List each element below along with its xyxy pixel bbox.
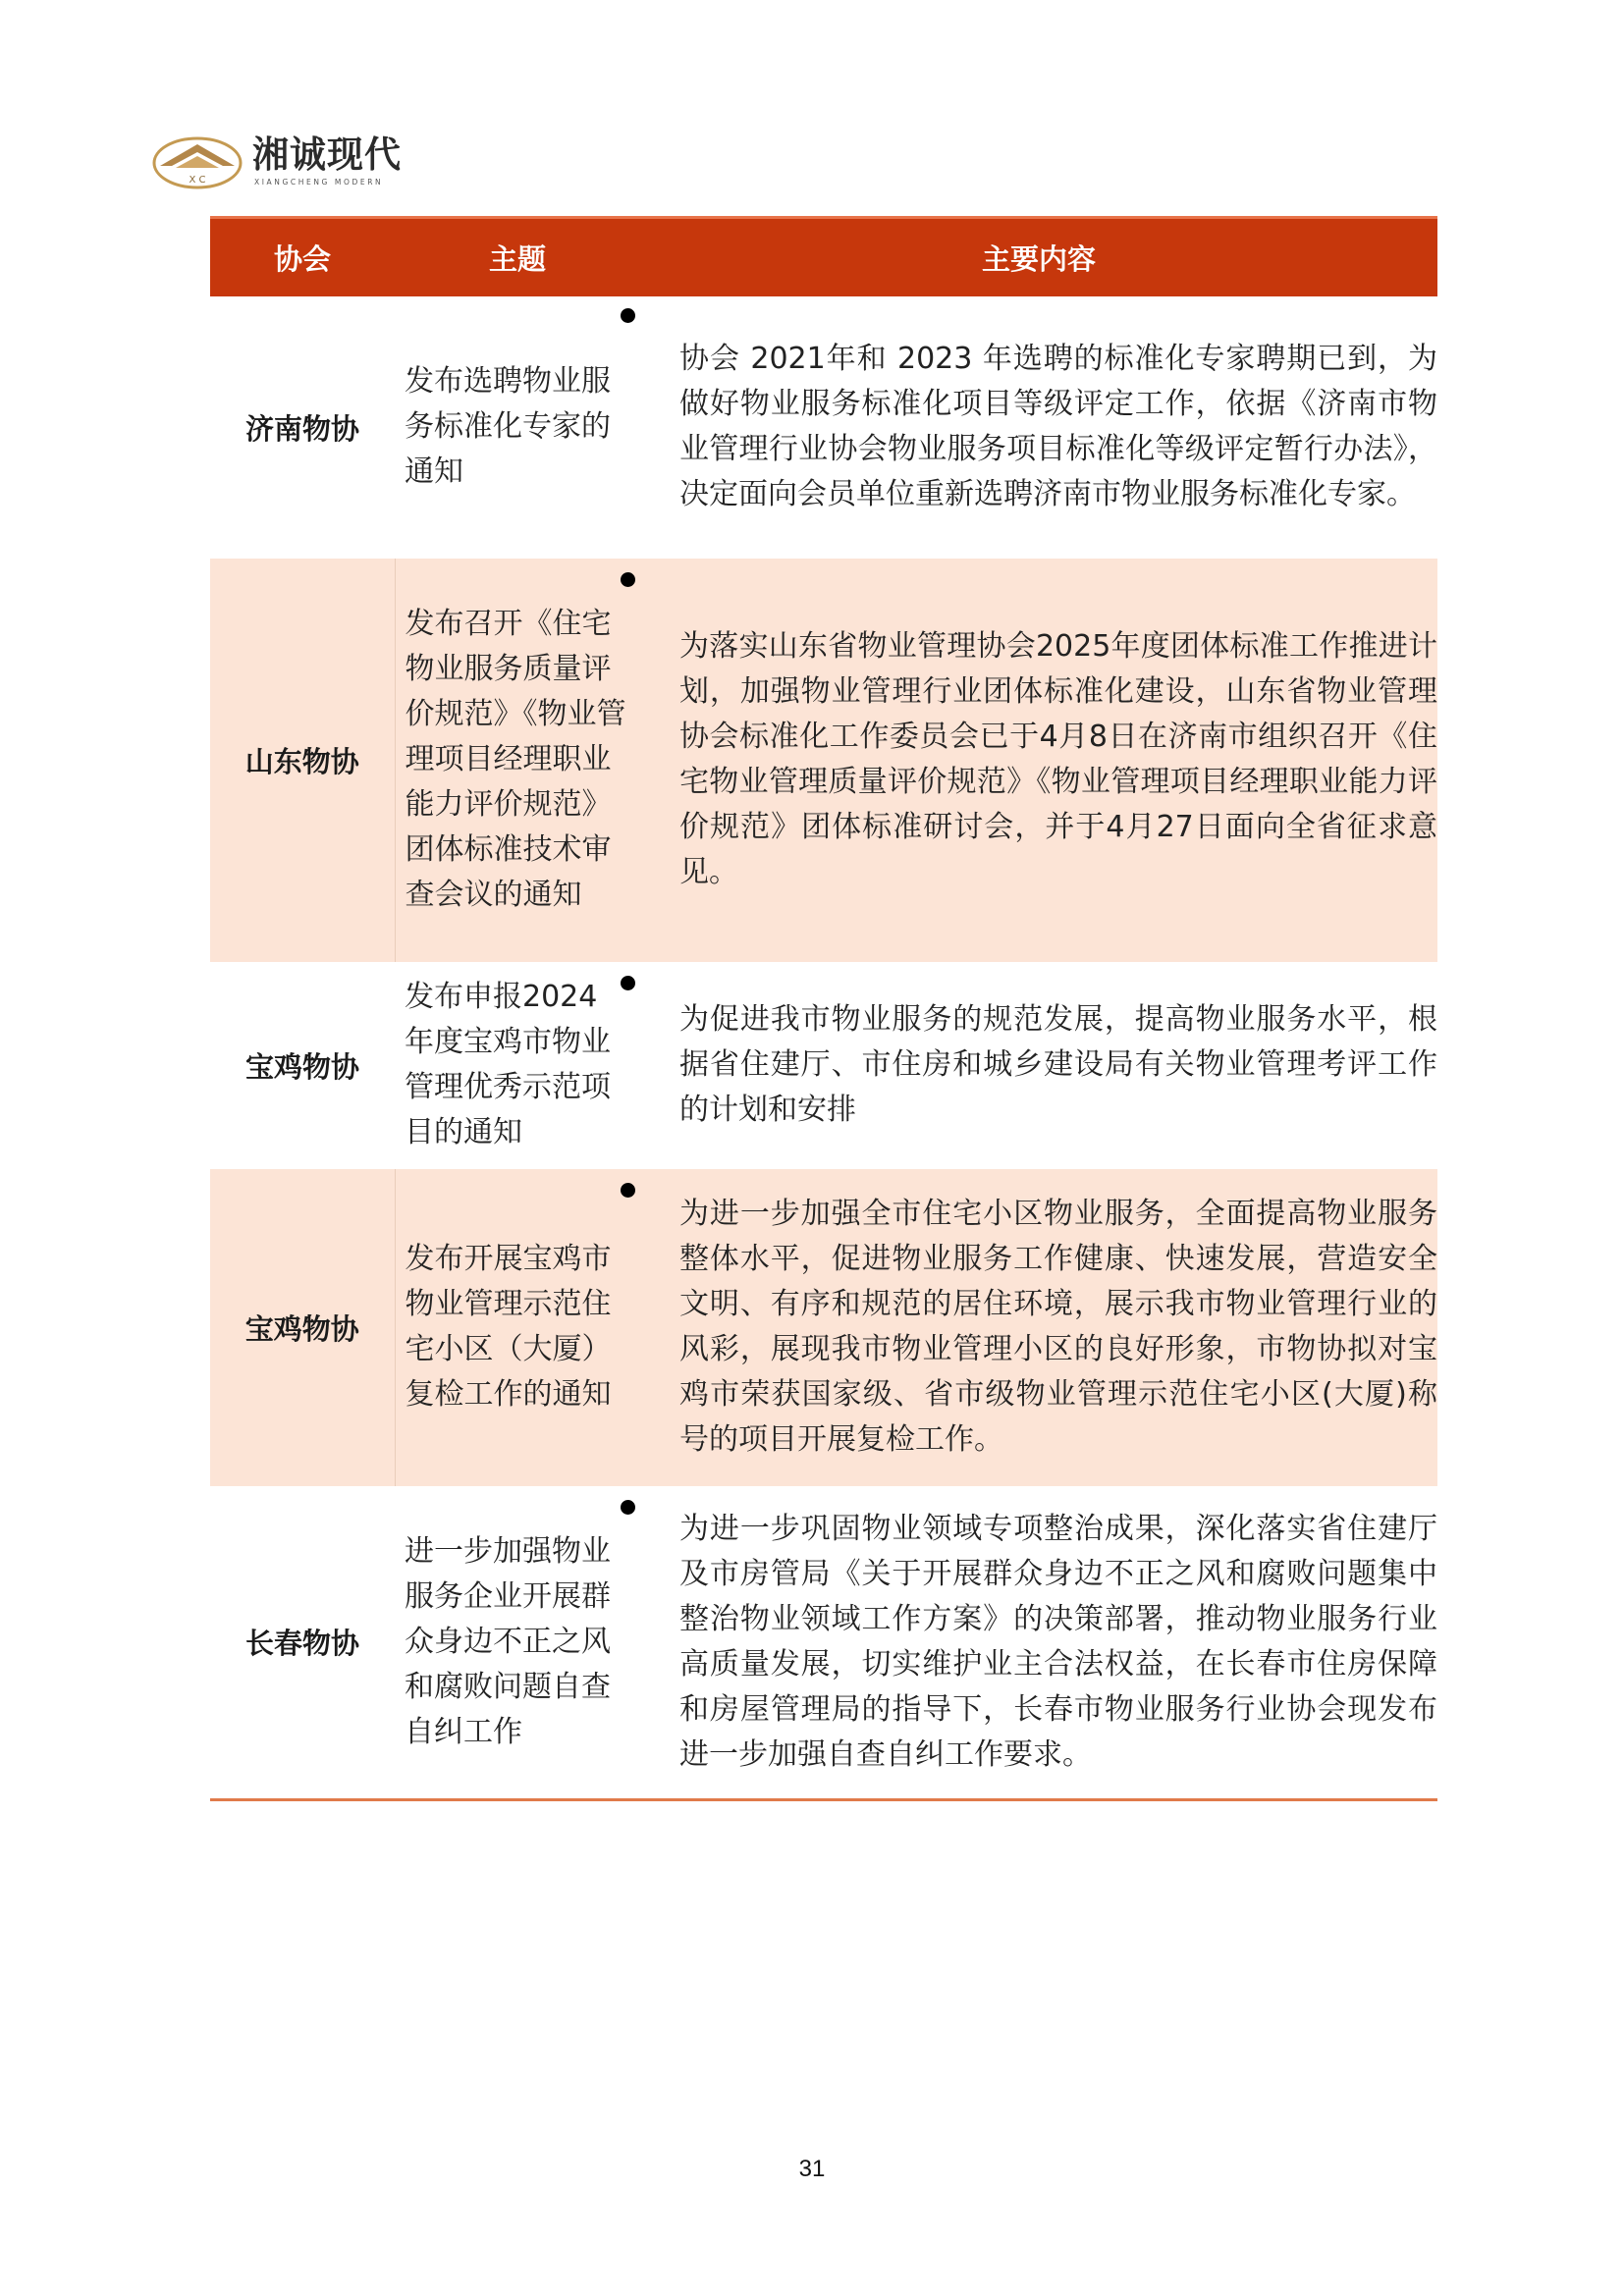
topic-cell xyxy=(395,962,640,1169)
content-text: 为落实山东省物业管理协会2025年度团体标准工作推进计划，加强物业管理行业团体标准化建设，山东省物业管理协会标准化工作委员会已于4月8日在济南市组织召开《住宅物业管理质量评价规范》《物业管理项目经理职业能力评价规范》团体标准研讨会，并于4月27日面向全省征求意见。 xyxy=(679,629,1437,889)
logo-name-en: XIANGCHENG MODERN xyxy=(254,178,384,187)
association-cell: 宝鸡物协 xyxy=(244,1049,359,1084)
header-association: 协会 xyxy=(210,218,395,296)
topic-text: 发布开展宝鸡市物业管理示范住宅小区（大厦）复检工作的通知 xyxy=(405,1242,612,1412)
table-row xyxy=(210,296,1437,559)
association-cell: 宝鸡物协 xyxy=(210,1169,395,1486)
content-text: 协会 2021年和 2023 年选聘的标准化专家聘期已到，为做好物业服务标准化项目等级评定工作，依据《济南市物业管理行业协会物业服务项目标准化等级评定暂行办法》，决定面向会员单位重新选聘济南市物业服务标准化专家。 xyxy=(679,342,1437,511)
topic-text: 发布召开《住宅物业服务质量评价规范》《物业管理项目经理职业能力评价规范》团体标准技术审查会议的通知 xyxy=(405,607,626,912)
topic-cell xyxy=(395,1169,640,1486)
association-cell: 济南物协 xyxy=(244,411,359,446)
logo-emblem-letters: X C xyxy=(189,175,206,186)
table-header-row xyxy=(210,218,1437,296)
header-topic: 主题 xyxy=(395,218,640,296)
content-cell xyxy=(640,559,1437,962)
bullet-icon xyxy=(621,308,635,323)
association-cell: 山东物协 xyxy=(210,559,395,962)
header-content: 主要内容 xyxy=(640,218,1437,296)
content-text: 为促进我市物业服务的规范发展，提高物业服务水平，根据省住建厅、市住房和城乡建设局有关物业管理考评工作的计划和安排 xyxy=(679,1002,1437,1127)
table-row xyxy=(210,1169,1437,1486)
topic-text: 发布选聘物业服务标准化专家的通知 xyxy=(405,364,611,489)
page-number: 31 xyxy=(798,2156,826,2182)
logo-name-cn: 湘诚现代 xyxy=(252,133,402,176)
table-row xyxy=(210,962,1437,1169)
content-cell xyxy=(640,1486,1437,1800)
content-text: 为进一步加强全市住宅小区物业服务，全面提高物业服务整体水平，促进物业服务工作健康、快速发展，营造安全文明、有序和规范的居住环境，展示我市物业管理行业的风彩，展现我市物业管理小区的良好形象，市物协拟对宝鸡市荣获国家级、省市级物业管理示范住宅小区(大厦)称号的项目开展复检工作。 xyxy=(679,1197,1437,1457)
topic-text: 发布申报2024年度宝鸡市物业管理优秀示范项目的通知 xyxy=(405,980,611,1149)
bullet-icon xyxy=(621,976,635,990)
topic-text: 进一步加强物业服务企业开展群众身边不正之风和腐败问题自查自纠工作 xyxy=(405,1533,611,1749)
content-cell xyxy=(640,296,1437,559)
logo-emblem-icon xyxy=(152,135,243,190)
content-cell xyxy=(640,1169,1437,1486)
topic-cell xyxy=(395,296,640,559)
bullet-icon xyxy=(621,1500,635,1515)
company-logo xyxy=(152,133,417,192)
association-cell: 长春物协 xyxy=(210,1486,395,1800)
bullet-icon xyxy=(621,1183,635,1198)
content-cell xyxy=(640,962,1437,1169)
topic-cell xyxy=(395,559,640,962)
content-text: 为进一步巩固物业领域专项整治成果，深化落实省住建厅及市房管局《关于开展群众身边不正之风和腐败问题集中整治物业领域工作方案》的决策部署，推动物业服务行业高质量发展，切实维护业主合法权益，在长春市住房保障和房屋管理局的指导下，长春市物业服务行业协会现发布进一步加强自查自纠工作要求。 xyxy=(679,1511,1437,1772)
table-row xyxy=(210,1486,1437,1800)
topic-cell xyxy=(395,1486,640,1800)
table-row xyxy=(210,559,1437,962)
bullet-icon xyxy=(621,572,635,587)
association-news-table xyxy=(210,216,1437,1801)
